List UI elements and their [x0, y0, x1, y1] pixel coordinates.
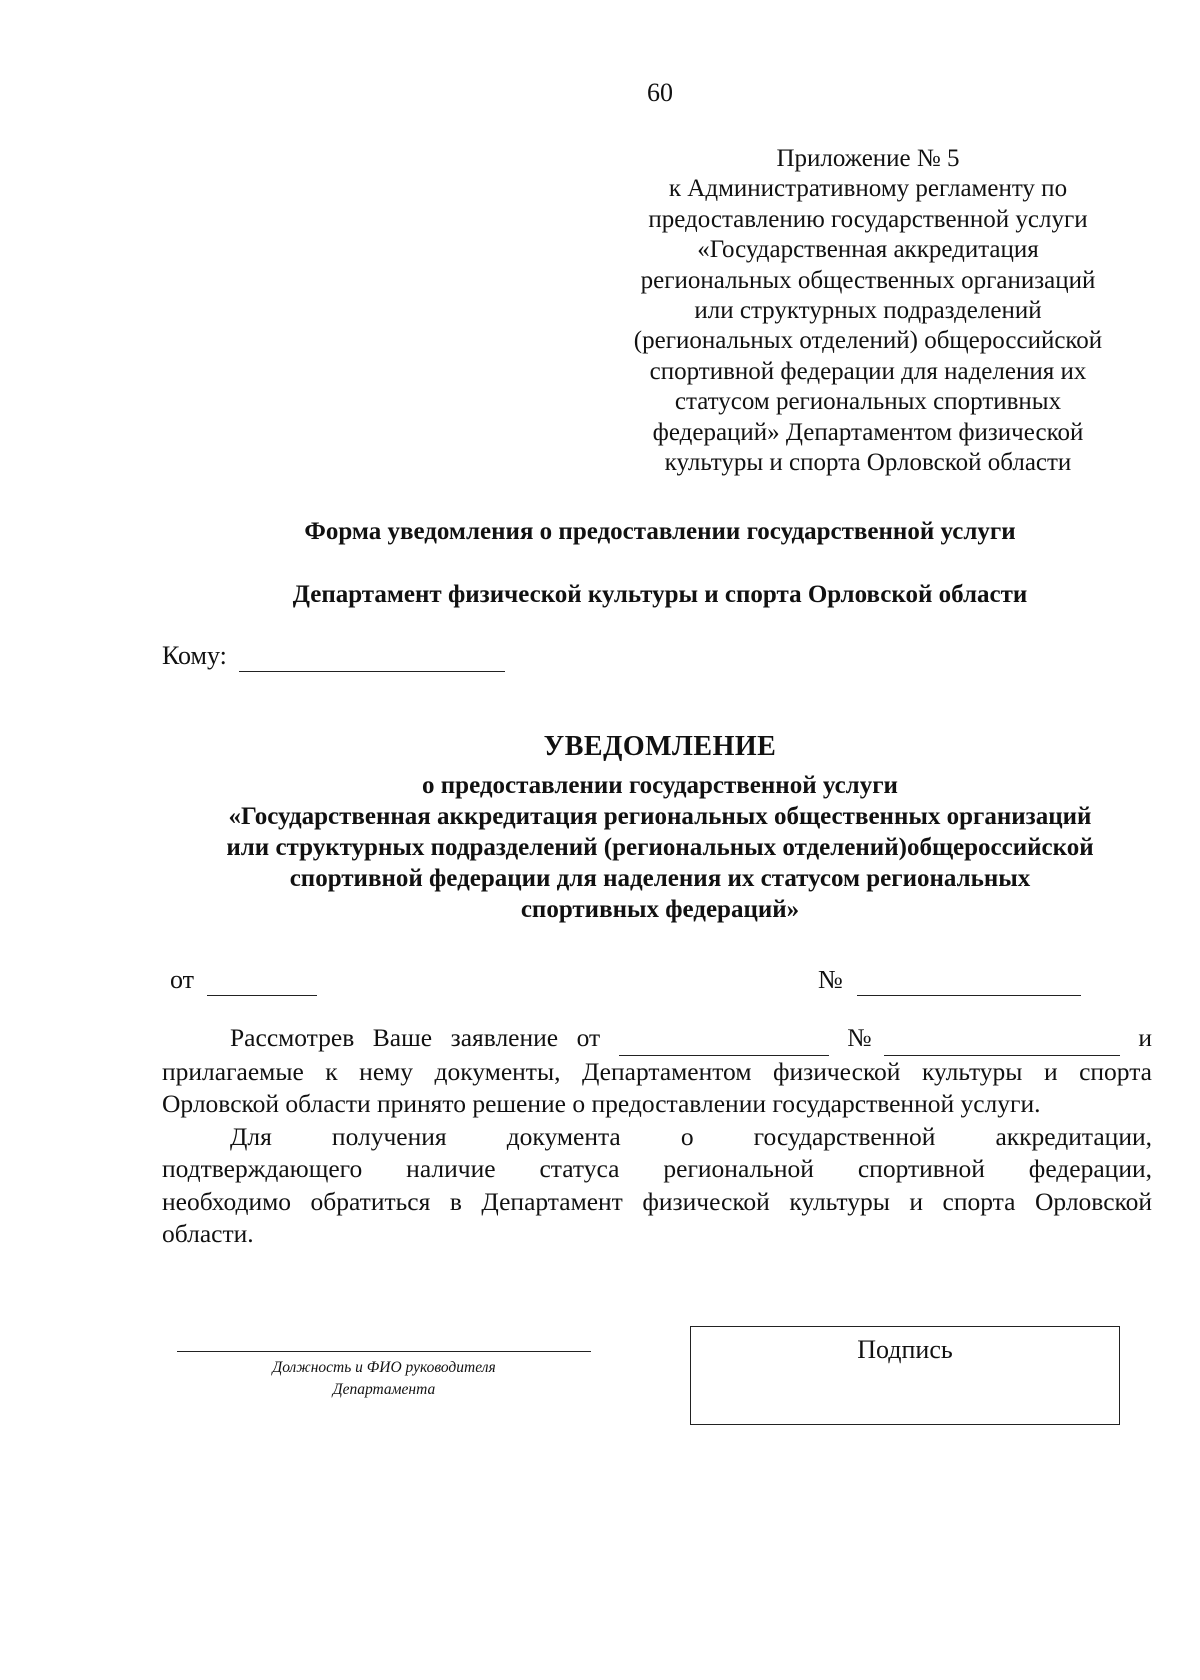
recipient-label: Кому: [162, 641, 227, 670]
notice-subtitle [140, 770, 1180, 925]
department-title: Департамент физической культуры и спорта Орловской области [292, 581, 1028, 608]
signatory-caption-line: Должность и ФИО руководителя [272, 1359, 496, 1376]
appendix-line: предоставлению государственной услуги [648, 205, 1088, 233]
appendix-line: к Административному регламенту по [668, 175, 1068, 203]
signatory-caption [177, 1357, 591, 1401]
appendix-line: Приложение № 5 [776, 145, 960, 172]
date-line [170, 965, 317, 996]
appendix-line: (региональных отделений) общероссийской [633, 327, 1103, 355]
recipient-line [162, 641, 505, 672]
page-number: 60 [647, 78, 673, 107]
signature-box-label: Подпись [857, 1335, 953, 1364]
notice-body [162, 1022, 1152, 1251]
appendix-line: федераций» Департаментом физической [652, 418, 1084, 446]
application-date-blank [619, 1022, 829, 1056]
number-line [818, 965, 1081, 996]
notice-title: УВЕДОМЛЕНИЕ [543, 731, 777, 762]
application-number-blank [884, 1022, 1120, 1056]
body-text-fragment: Рассмотрев Ваше заявление от [230, 1023, 601, 1052]
appendix-line: «Государственная аккредитация [697, 236, 1039, 264]
appendix-line: статусом региональных спортивных [674, 388, 1062, 416]
appendix-line: культуры и спорта Орловской области [664, 449, 1072, 477]
appendix-line: или структурных подразделений [694, 297, 1042, 325]
body-line: Орловской области принято решение о предоставлении государственной услуги. [162, 1089, 1041, 1118]
body-text-fragment: № [847, 1023, 884, 1052]
form-title: Форма уведомления о предоставлении государственной услуги [304, 518, 1016, 545]
notice-subtitle-line: спортивных федераций» [520, 896, 800, 923]
body-line: Для получения документа о государственной аккредитации, [230, 1121, 1152, 1151]
appendix-line: региональных общественных организаций [640, 266, 1096, 294]
notice-subtitle-line: «Государственная аккредитация региональных общественных организаций [228, 803, 1092, 830]
signatory-caption-line: Департамента [332, 1381, 436, 1398]
number-blank [857, 965, 1081, 996]
signature-box [690, 1326, 1120, 1425]
appendix-header [618, 144, 1118, 478]
appendix-line: спортивной федерации для наделения их [649, 357, 1087, 385]
notice-subtitle-line: спортивной федерации для наделения их статусом региональных [289, 865, 1031, 892]
notice-subtitle-line: о предоставлении государственной услуги [422, 772, 898, 799]
date-blank [207, 965, 317, 996]
body-line: области. [162, 1219, 254, 1248]
signatory-rule [177, 1351, 591, 1352]
body-line: необходимо обратиться в Департамент физической культуры и спорта Орловской [162, 1186, 1152, 1216]
body-text-fragment: и [1138, 1023, 1152, 1052]
body-line [162, 1022, 1152, 1056]
recipient-blank [239, 641, 505, 672]
notice-subtitle-line: или структурных подразделений (региональных отделений)общероссийской [226, 834, 1094, 861]
date-label: от [170, 965, 195, 994]
number-label: № [818, 965, 843, 994]
body-line: прилагаемые к нему документы, Департаментом физической культуры и спорта [162, 1056, 1152, 1086]
body-line: подтверждающего наличие статуса региональной спортивной федерации, [162, 1154, 1152, 1183]
